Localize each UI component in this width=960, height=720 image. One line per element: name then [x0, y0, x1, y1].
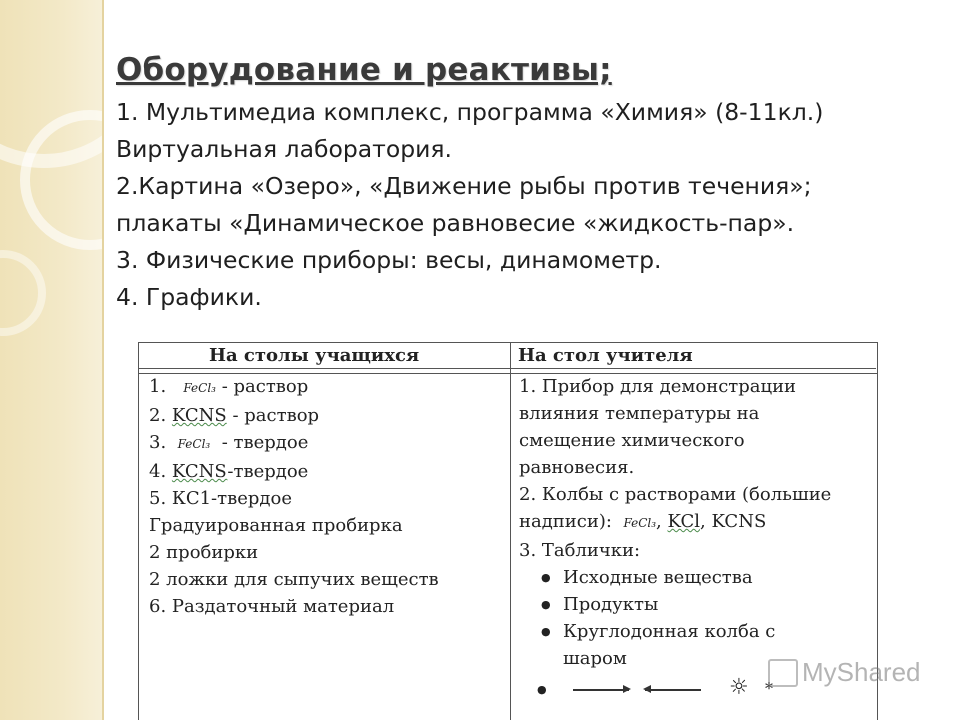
text-line: 2.Картина «Озеро», «Движение рыбы против течения»;: [116, 172, 812, 200]
students-column: [149, 373, 504, 620]
item-text: - раствор: [232, 405, 320, 426]
decorative-ring: [0, 250, 46, 336]
list-item: [149, 402, 504, 429]
list-item: 2 ложки для сыпучих веществ: [149, 569, 439, 590]
arrow-left-icon: [645, 689, 701, 691]
list-item: Градуированная пробирка: [149, 515, 403, 536]
bullet-dot: ●: [537, 683, 547, 696]
list-item: [149, 373, 504, 402]
decorative-side-band: [0, 0, 104, 720]
list-item: влияния температуры на: [519, 403, 760, 424]
chemical-formula: FeCl₃: [623, 516, 657, 530]
table-header-students: На столы учащихся: [139, 343, 510, 369]
list-item: 1. Прибор для демонстрации: [519, 376, 797, 397]
chemical-formula: KCNS: [171, 461, 228, 482]
list-item: [149, 458, 504, 485]
arrow-right-icon: [573, 689, 629, 691]
equipment-table: [138, 342, 878, 720]
item-text: -твердое: [227, 461, 309, 482]
bullet-item: ● Продукты: [519, 591, 869, 618]
list-item: 2. Колбы с растворами (большие: [519, 484, 832, 505]
watermark: [768, 657, 938, 691]
chemical-formula: KCNS: [711, 511, 767, 532]
column-divider: [510, 343, 511, 720]
list-item: 2 пробирки: [149, 542, 259, 563]
sun-icon: ☼: [729, 675, 749, 700]
text-line: Виртуальная лаборатория.: [116, 135, 453, 163]
text-line: 3. Физические приборы: весы, динамометр.: [116, 246, 662, 274]
item-text: - твердое: [221, 432, 309, 453]
text-line: 1. Мультимедиа комплекс, программа «Химия» (8-11кл.): [116, 98, 824, 126]
list-item: 3. Таблички:: [519, 540, 641, 561]
slide-title: Оборудование и реактивы;: [116, 52, 612, 88]
presentation-icon: [768, 659, 798, 687]
item-text: надписи):: [519, 511, 612, 532]
bullet-list: [519, 564, 869, 672]
chemical-formula: FeCl₃: [177, 437, 211, 451]
slide-content: [116, 52, 916, 316]
item-text: - раствор: [221, 376, 309, 397]
bullet-text: Круглодонная колба с шаром: [563, 621, 776, 669]
teacher-column: [519, 373, 869, 672]
list-item: надписи): FeCl₃, KCl, KCNS: [519, 511, 767, 532]
asterisk-icon: *: [765, 679, 773, 698]
bullet-item: ● Исходные вещества: [519, 564, 869, 591]
text-line: плакаты «Динамическое равновесие «жидкость-пар».: [116, 209, 795, 237]
list-item: 5. КС1-твердое: [149, 488, 292, 509]
item-number: 4.: [149, 461, 167, 482]
text-line: 4. Графики.: [116, 283, 262, 311]
chemical-formula: KCl: [667, 511, 700, 532]
table-header-teacher: На стол учителя: [510, 343, 876, 369]
watermark-text: MyShared: [802, 657, 921, 687]
symbol-row: [537, 675, 787, 701]
list-item: равновесия.: [519, 457, 635, 478]
list-item: [149, 429, 504, 458]
list-item: 6. Раздаточный материал: [149, 596, 395, 617]
item-number: 2.: [149, 405, 167, 426]
chemical-formula: KCNS: [171, 405, 227, 426]
item-number: 1.: [149, 376, 167, 397]
list-item: смещение химического: [519, 430, 745, 451]
chemical-formula: FeCl₃: [183, 381, 216, 395]
item-number: 3.: [149, 432, 167, 453]
